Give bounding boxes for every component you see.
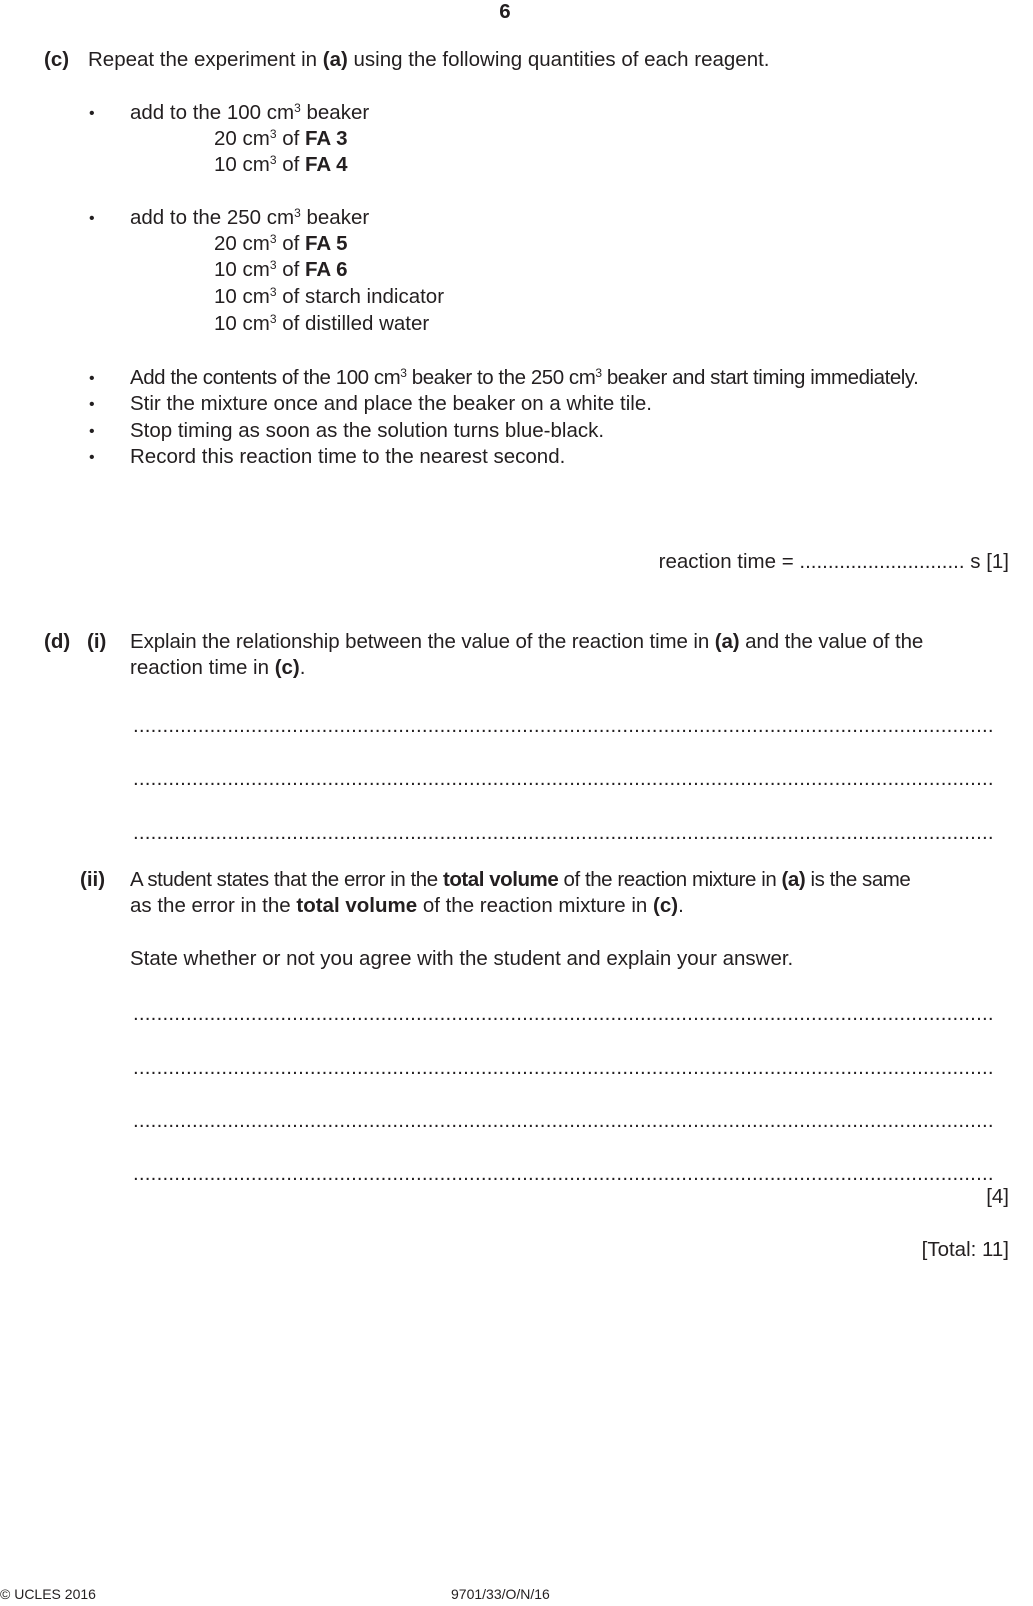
beaker1-heading: add to the 100 $cm^3$ beaker — [130, 101, 370, 124]
page-number: 6 — [499, 0, 511, 23]
beaker2-heading: add to the 250 $cm^3$ beaker — [130, 206, 370, 229]
part-d-ii-question-line1: A student states that the error in the total volume of the reaction mixture in (a) is the same — [130, 868, 911, 891]
beaker2-item-water: 10 $cm^3$ of distilled water — [214, 312, 430, 335]
part-d-label: (d) — [44, 630, 71, 653]
beaker2-item-fa5: 20 $cm^3$ of FA 5 — [214, 232, 348, 255]
bullet-icon: • — [89, 423, 95, 440]
footer-paper-code: 9701/33/O/N/16 — [451, 1586, 550, 1602]
step-stop-timing: Stop timing as soon as the solution turns blue-black. — [130, 419, 605, 442]
bullet-icon: • — [89, 449, 95, 466]
beaker1-item-fa3: 20 $cm^3$ of FA 3 — [214, 127, 348, 150]
part-d-ii-label: (ii) — [80, 868, 106, 891]
bullet-icon: • — [89, 105, 95, 122]
bullet-icon: • — [89, 210, 95, 227]
answer-line[interactable]: .................................................................................................................................................. — [133, 769, 994, 790]
total-marks: [Total: 11] — [921, 1238, 1009, 1261]
answer-line[interactable]: .................................................................................................................................................. — [133, 1111, 994, 1132]
answer-line[interactable]: .................................................................................................................................................. — [133, 716, 994, 737]
part-c-label: (c) — [44, 48, 70, 71]
answer-line[interactable]: .................................................................................................................................................. — [133, 1164, 994, 1185]
part-d-i-label: (i) — [87, 630, 107, 653]
part-d-i-question-line2: reaction time in (c). — [130, 656, 306, 679]
answer-line[interactable]: .................................................................................................................................................. — [133, 823, 994, 844]
footer-copyright: © UCLES 2016 — [0, 1586, 96, 1602]
part-d-ii-question-line2: as the error in the total volume of the reaction mixture in (c). — [130, 894, 684, 917]
step-record: Record this reaction time to the nearest second. — [130, 445, 566, 468]
step-stir: Stir the mixture once and place the beaker on a white tile. — [130, 392, 652, 415]
answer-line[interactable]: .................................................................................................................................................. — [133, 1058, 994, 1079]
beaker2-item-fa6: 10 $cm^3$ of FA 6 — [214, 258, 348, 281]
part-c-intro: Repeat the experiment in (a) using the following quantities of each reagent. — [88, 48, 770, 71]
beaker2-item-starch: 10 $cm^3$ of starch indicator — [214, 285, 445, 308]
marks-label: [4] — [986, 1185, 1009, 1208]
beaker1-item-fa4: 10 $cm^3$ of FA 4 — [214, 153, 348, 176]
bullet-icon: • — [89, 370, 95, 387]
reaction-time-answer-line[interactable]: reaction time = ............................. s [1] — [658, 550, 1009, 573]
answer-line[interactable]: .................................................................................................................................................. — [133, 1004, 994, 1025]
step-combine: Add the contents of the 100 $cm^3$ beaker to the 250 $cm^3$ beaker and start timing immediately. — [130, 366, 919, 389]
bullet-icon: • — [89, 396, 95, 413]
part-d-ii-instruction: State whether or not you agree with the student and explain your answer. — [130, 947, 794, 970]
part-d-i-question-line1: Explain the relationship between the value of the reaction time in (a) and the value of the — [130, 630, 924, 653]
